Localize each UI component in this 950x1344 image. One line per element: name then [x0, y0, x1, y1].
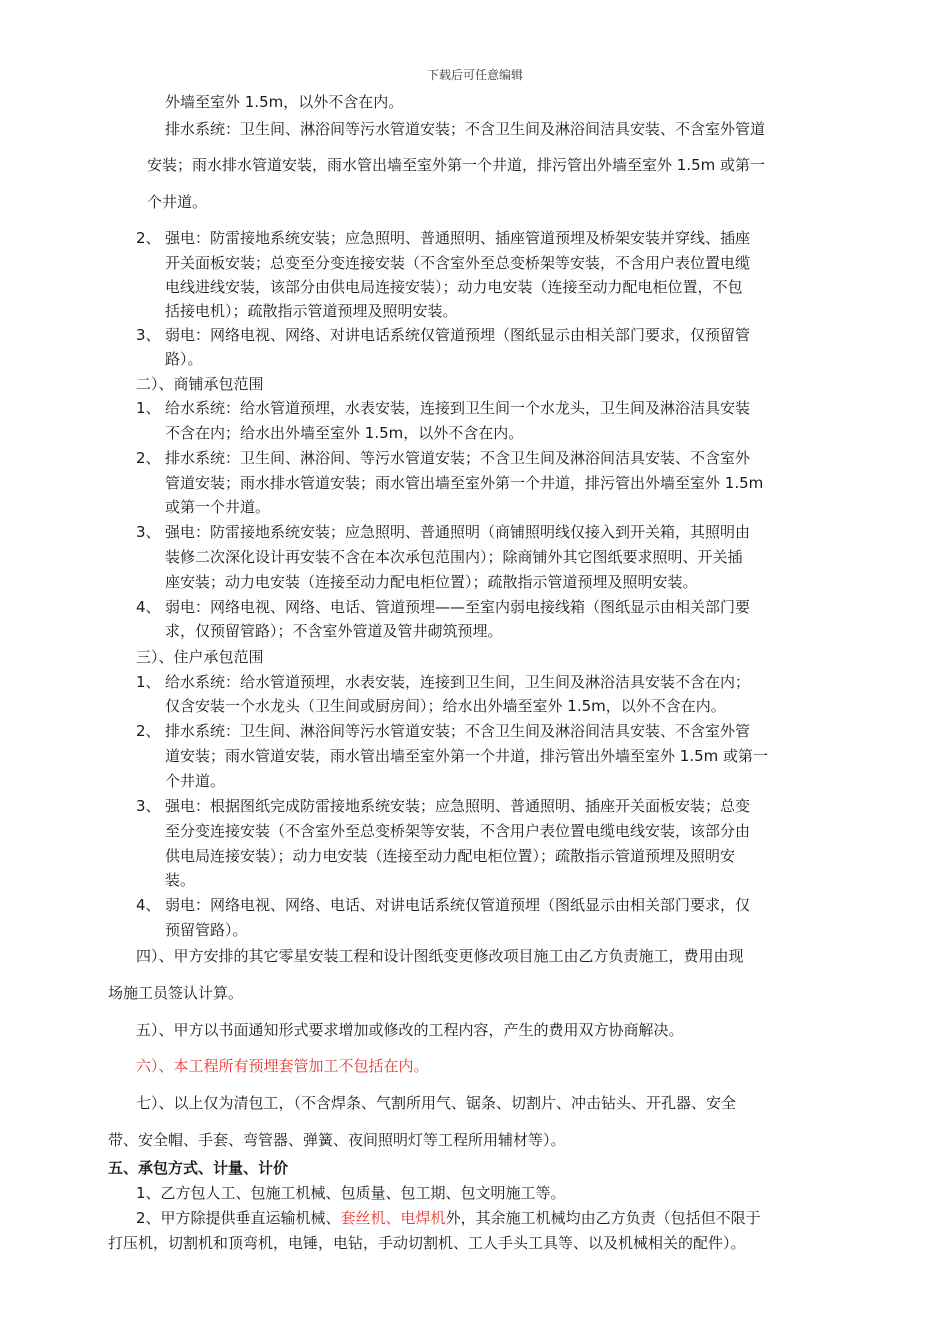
text-line — [136, 1208, 761, 1228]
highlighted-text: 套丝机、电焊机 — [340, 1209, 446, 1227]
text-line: 供电局连接安装）；动力电安装（连接至动力配电柜位置）；疏散指示管道预埋及照明安 — [165, 847, 736, 865]
text-line: 路）。 — [165, 350, 203, 368]
text-line: 装修二次深化设计再安装不含在本次承包范围内）；除商铺外其它图纸要求照明、开关插 — [165, 548, 743, 566]
text-line: 安装；雨水排水管道安装，雨水管出墙至室外第一个井道，排污管出外墙至室外 1.5m 或第一 — [147, 156, 766, 174]
text-line: 打压机，切割机和顶弯机，电锤，电钻，手动切割机、工人手头工具等、以及机械相关的配件）。 — [108, 1234, 746, 1252]
text-line: 装。 — [165, 871, 196, 889]
text-line: 给水系统：给水管道预埋，水表安装，连接到卫生间，卫生间及淋浴洁具安装不含在内； — [165, 673, 751, 691]
text-line: 仅含安装一个水龙头（卫生间或厨房间）；给水出外墙至室外 1.5m，以外不含在内。 — [165, 697, 726, 715]
list-number: 3、 — [136, 797, 161, 815]
text-line: 外墙至室外 1.5m，以外不含在内。 — [165, 93, 404, 111]
section-heading: 三）、住户承包范围 — [136, 648, 264, 666]
list-number: 1、 — [136, 673, 161, 691]
text-line: 五）、甲方以书面通知形式要求增加或修改的工程内容，产生的费用双方协商解决。 — [136, 1021, 684, 1039]
text-line: 预留管路）。 — [165, 921, 248, 939]
text-line: 电线进线安装，该部分由供电局连接安装）；动力电安装（连接至动力配电柜位置，不包 — [165, 278, 743, 296]
text-line: 求，仅预留管路）；不含室外管道及管井砌筑预埋。 — [165, 622, 503, 640]
text-line: 排水系统：卫生间、淋浴间等污水管道安装；不含卫生间及淋浴间洁具安装、不含室外管道 — [165, 120, 766, 138]
text-line: 强电：防雷接地系统安装；应急照明、普通照明、插座管道预埋及桥架安装并穿线、插座 — [165, 229, 751, 247]
list-number: 3、 — [136, 523, 161, 541]
highlighted-line: 六）、本工程所有预埋套管加工不包括在内。 — [136, 1057, 429, 1075]
text-line: 带、安全帽、手套、弯管器、弹簧、夜间照明灯等工程所用辅材等）。 — [108, 1131, 566, 1149]
text-line: 弱电：网络电视、网络、对讲电话系统仅管道预埋（图纸显示由相关部门要求，仅预留管 — [165, 326, 751, 344]
text-line: 管道安装；雨水排水管道安装；雨水管出墙至室外第一个井道，排污管出外墙至室外 1.5m — [165, 474, 764, 492]
section-heading: 二）、商铺承包范围 — [136, 375, 264, 393]
text-segment: 外，其余施工机械均由乙方负责（包括但不限于 — [445, 1209, 761, 1227]
text-line: 道安装；雨水管道安装，雨水管出墙至室外第一个井道，排污管出外墙至室外 1.5m 或第一 — [165, 747, 769, 765]
list-number: 4、 — [136, 598, 161, 616]
text-line: 排水系统：卫生间、淋浴间等污水管道安装；不含卫生间及淋浴间洁具安装、不含室外管 — [165, 722, 751, 740]
list-number: 1、 — [136, 399, 161, 417]
list-number: 4、 — [136, 896, 161, 914]
text-line: 1、乙方包人工、包施工机械、包质量、包工期、包文明施工等。 — [136, 1184, 566, 1202]
text-line: 给水系统：给水管道预埋，水表安装，连接到卫生间一个水龙头，卫生间及淋浴洁具安装 — [165, 399, 751, 417]
list-number: 3、 — [136, 326, 161, 344]
text-line: 四）、甲方安排的其它零星安装工程和设计图纸变更修改项目施工由乙方负责施工，费用由现 — [136, 947, 744, 965]
text-line: 不含在内；给水出外墙至室外 1.5m，以外不含在内。 — [165, 424, 524, 442]
text-segment: 2、甲方除提供垂直运输机械、 — [136, 1209, 341, 1227]
list-number: 2、 — [136, 449, 161, 467]
list-number: 2、 — [136, 229, 161, 247]
text-line: 弱电：网络电视、网络、电话、对讲电话系统仅管道预埋（图纸显示由相关部门要求，仅 — [165, 896, 751, 914]
text-line: 个井道。 — [147, 193, 208, 211]
text-line: 排水系统：卫生间、淋浴间、等污水管道安装；不含卫生间及淋浴间洁具安装、不含室外 — [165, 449, 751, 467]
text-line: 开关面板安装；总变至分变连接安装（不含室外至总变桥架等安装，不含用户表位置电缆 — [165, 254, 751, 272]
text-line: 强电：根据图纸完成防雷接地系统安装；应急照明、普通照明、插座开关面板安装；总变 — [165, 797, 751, 815]
text-line: 七）、以上仅为清包工，（不含焊条、气割所用气、锯条、切割片、冲击钻头、开孔器、安全 — [136, 1094, 737, 1112]
text-line: 至分变连接安装（不含室外至总变桥架等安装，不含用户表位置电缆电线安装，该部分由 — [165, 822, 751, 840]
section-title: 五、承包方式、计量、计价 — [108, 1159, 289, 1177]
text-line: 弱电：网络电视、网络、电话、管道预埋——至室内弱电接线箱（图纸显示由相关部门要 — [165, 598, 751, 616]
text-line: 个井道。 — [165, 772, 226, 790]
text-line: 座安装；动力电安装（连接至动力配电柜位置）；疏散指示管道预埋及照明安装。 — [165, 573, 698, 591]
page-header: 下载后可任意编辑 — [426, 68, 523, 82]
text-line: 或第一个井道。 — [165, 498, 271, 516]
text-line: 强电：防雷接地系统安装；应急照明、普通照明（商铺照明线仅接入到开关箱，其照明由 — [165, 523, 751, 541]
text-line: 场施工员签认计算。 — [108, 984, 244, 1002]
text-line: 括接电机）；疏散指示管道预埋及照明安装。 — [165, 302, 458, 320]
list-number: 2、 — [136, 722, 161, 740]
